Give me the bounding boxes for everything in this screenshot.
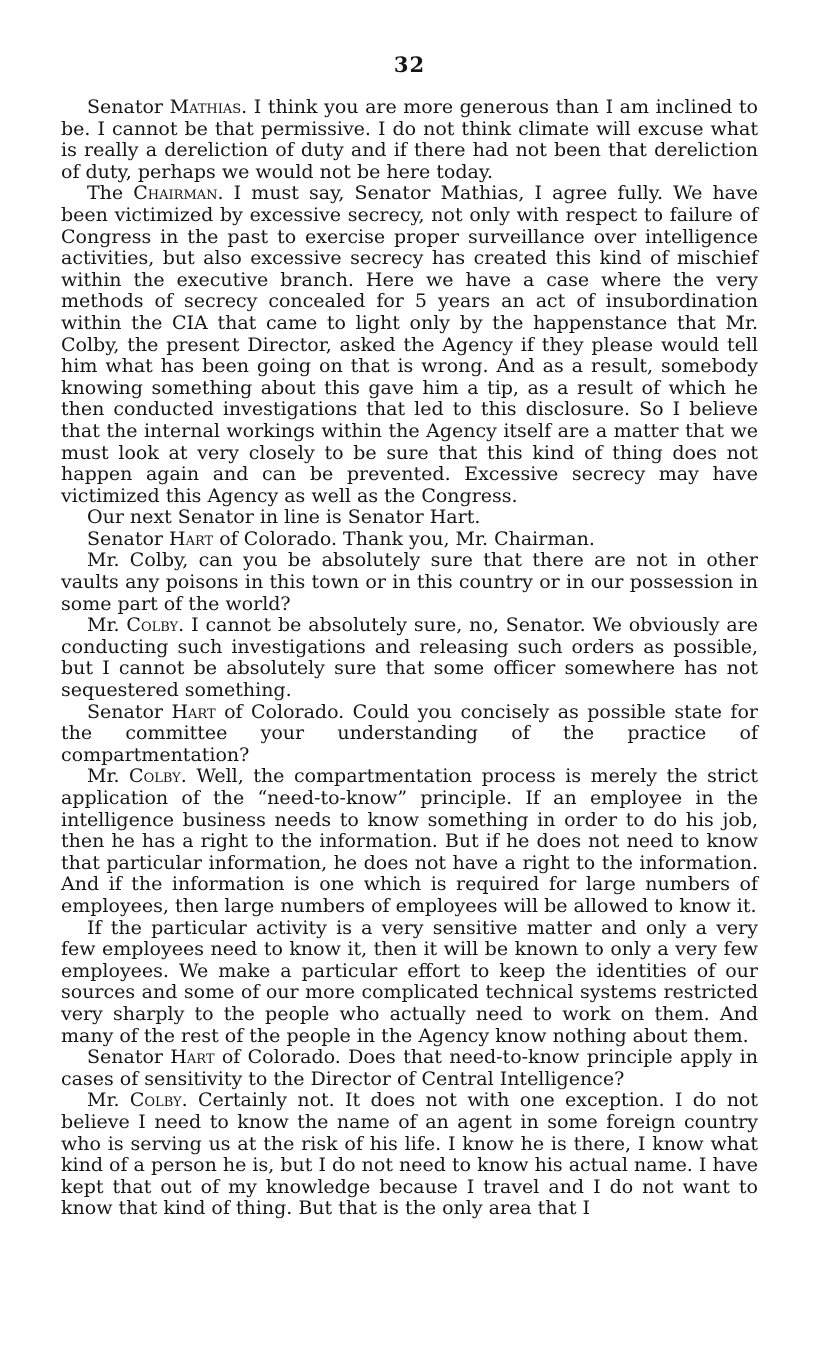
transcript-paragraph xyxy=(61,702,758,767)
text-run: Mr. xyxy=(87,614,127,637)
transcript-paragraph xyxy=(61,615,758,701)
transcript-paragraph xyxy=(61,97,758,183)
text-run: Senator xyxy=(87,700,172,723)
transcript-paragraph xyxy=(61,507,758,529)
text-run: . I must say, Senator Mathias, I agree fully. We have been victimized by excessive secrecy, not only with respect to failure of Congress in the past to exercise proper surveillance over intelligence activities, but also excessive secrecy has created this kind of mischief within the executive branch. Here we have a case where the very methods of secrecy concealed for 5 years an act of insubordination within the CIA that came to light only by the happenstance that Mr. Colby, the present Director, asked the Agency if they please would tell him what has been going on that is wrong. And as a result, somebody knowing something about this gave him a tip, as a result of which he then conducted investigations that led to this disclosure. So I believe that the internal workings within the Agency itself are a matter that we must look at very closely to be sure that this kind of thing does not happen again and can be prevented. Excessive secrecy may have victimized this Agency as well as the Congress. xyxy=(61,182,758,507)
speaker-name: Mathias xyxy=(169,96,242,118)
text-run: . Well, the compartmentation process is merely the strict application of the “need-to-know” principle. If an employee in the intelligence business needs to know something in order to do his job, then he has a right to the information. But if he does not need to know that particular information, he does not have a right to the information. And if the information is one which is required for large numbers of employees, then large numbers of employees will be allowed to know it. xyxy=(61,765,759,917)
text-run: . I cannot be absolutely sure, no, Senator. We obviously are conducting such investigations and releasing such orders as possible, but I cannot be absolutely sure that some officer somewhere has not sequestered something. xyxy=(61,614,758,702)
transcript-paragraph xyxy=(61,183,758,507)
page-number: 32 xyxy=(393,52,426,77)
transcript-paragraph xyxy=(61,529,758,551)
transcript-paragraph xyxy=(61,1047,758,1090)
speaker-name: Chairman xyxy=(133,182,218,205)
text-run: . I think you are more generous than I am inclined to be. I cannot be that permissive. I do not think climate will excuse what is really a dereliction of duty and if there had not been that dereliction of duty, perhaps we would not be here today. xyxy=(61,96,758,183)
transcript-body xyxy=(61,97,758,1220)
text-run: Senator xyxy=(87,1046,171,1069)
text-run: Mr. Colby, can you be absolutely sure that there are not in other vaults any poisons in this town or in this country or in our possession in some part of the world? xyxy=(61,549,758,615)
text-run: . Certainly not. It does not with one exception. I do not believe I need to know the name of an agent in some foreign country who is serving us at the risk of his life. I know he is there, I know what kind of a person he is, but I do not need to know his actual name. I have kept that out of my knowledge because I travel and I do not want to know that kind of thing. But that is the only area that I xyxy=(61,1089,758,1220)
speaker-name: Colby xyxy=(129,765,181,788)
text-run: of Colorado. Thank you, Mr. Chairman. xyxy=(213,527,595,550)
speaker-name: Colby xyxy=(126,614,179,637)
transcript-paragraph xyxy=(61,918,758,1048)
speaker-name: Hart xyxy=(171,700,216,723)
text-run: Mr. xyxy=(87,765,130,788)
transcript-paragraph xyxy=(61,550,758,615)
text-run: Mr. xyxy=(87,1089,130,1112)
text-run: If the particular activity is a very sensitive matter and only a very few employees need to know it, then it will be known to only a very few employees. We make a particular effort to keep the identities of our sources and some of our more complicated technical systems restricted very sharply to the people who actually need to work on them. And many of the rest of the people in the Agency know nothing about them. xyxy=(61,916,758,1047)
text-run: Senator xyxy=(87,527,170,550)
speaker-name: Hart xyxy=(169,527,214,550)
text-run: Senator xyxy=(87,96,170,118)
text-run: Our next Senator in line is Senator Hart. xyxy=(87,506,481,529)
transcript-paragraph xyxy=(61,1090,758,1220)
transcript-paragraph xyxy=(61,766,758,917)
speaker-name: Hart xyxy=(170,1046,215,1069)
text-run: The xyxy=(87,182,134,205)
speaker-name: Colby xyxy=(129,1089,182,1112)
text-run: of Colorado. Could you concisely as possible state for the committee your understanding of the practice of compartmentation? xyxy=(61,700,758,766)
text-run: of Colorado. Does that need-to-know principle apply in cases of sensitivity to the Director of Central Intelligence? xyxy=(61,1046,758,1090)
